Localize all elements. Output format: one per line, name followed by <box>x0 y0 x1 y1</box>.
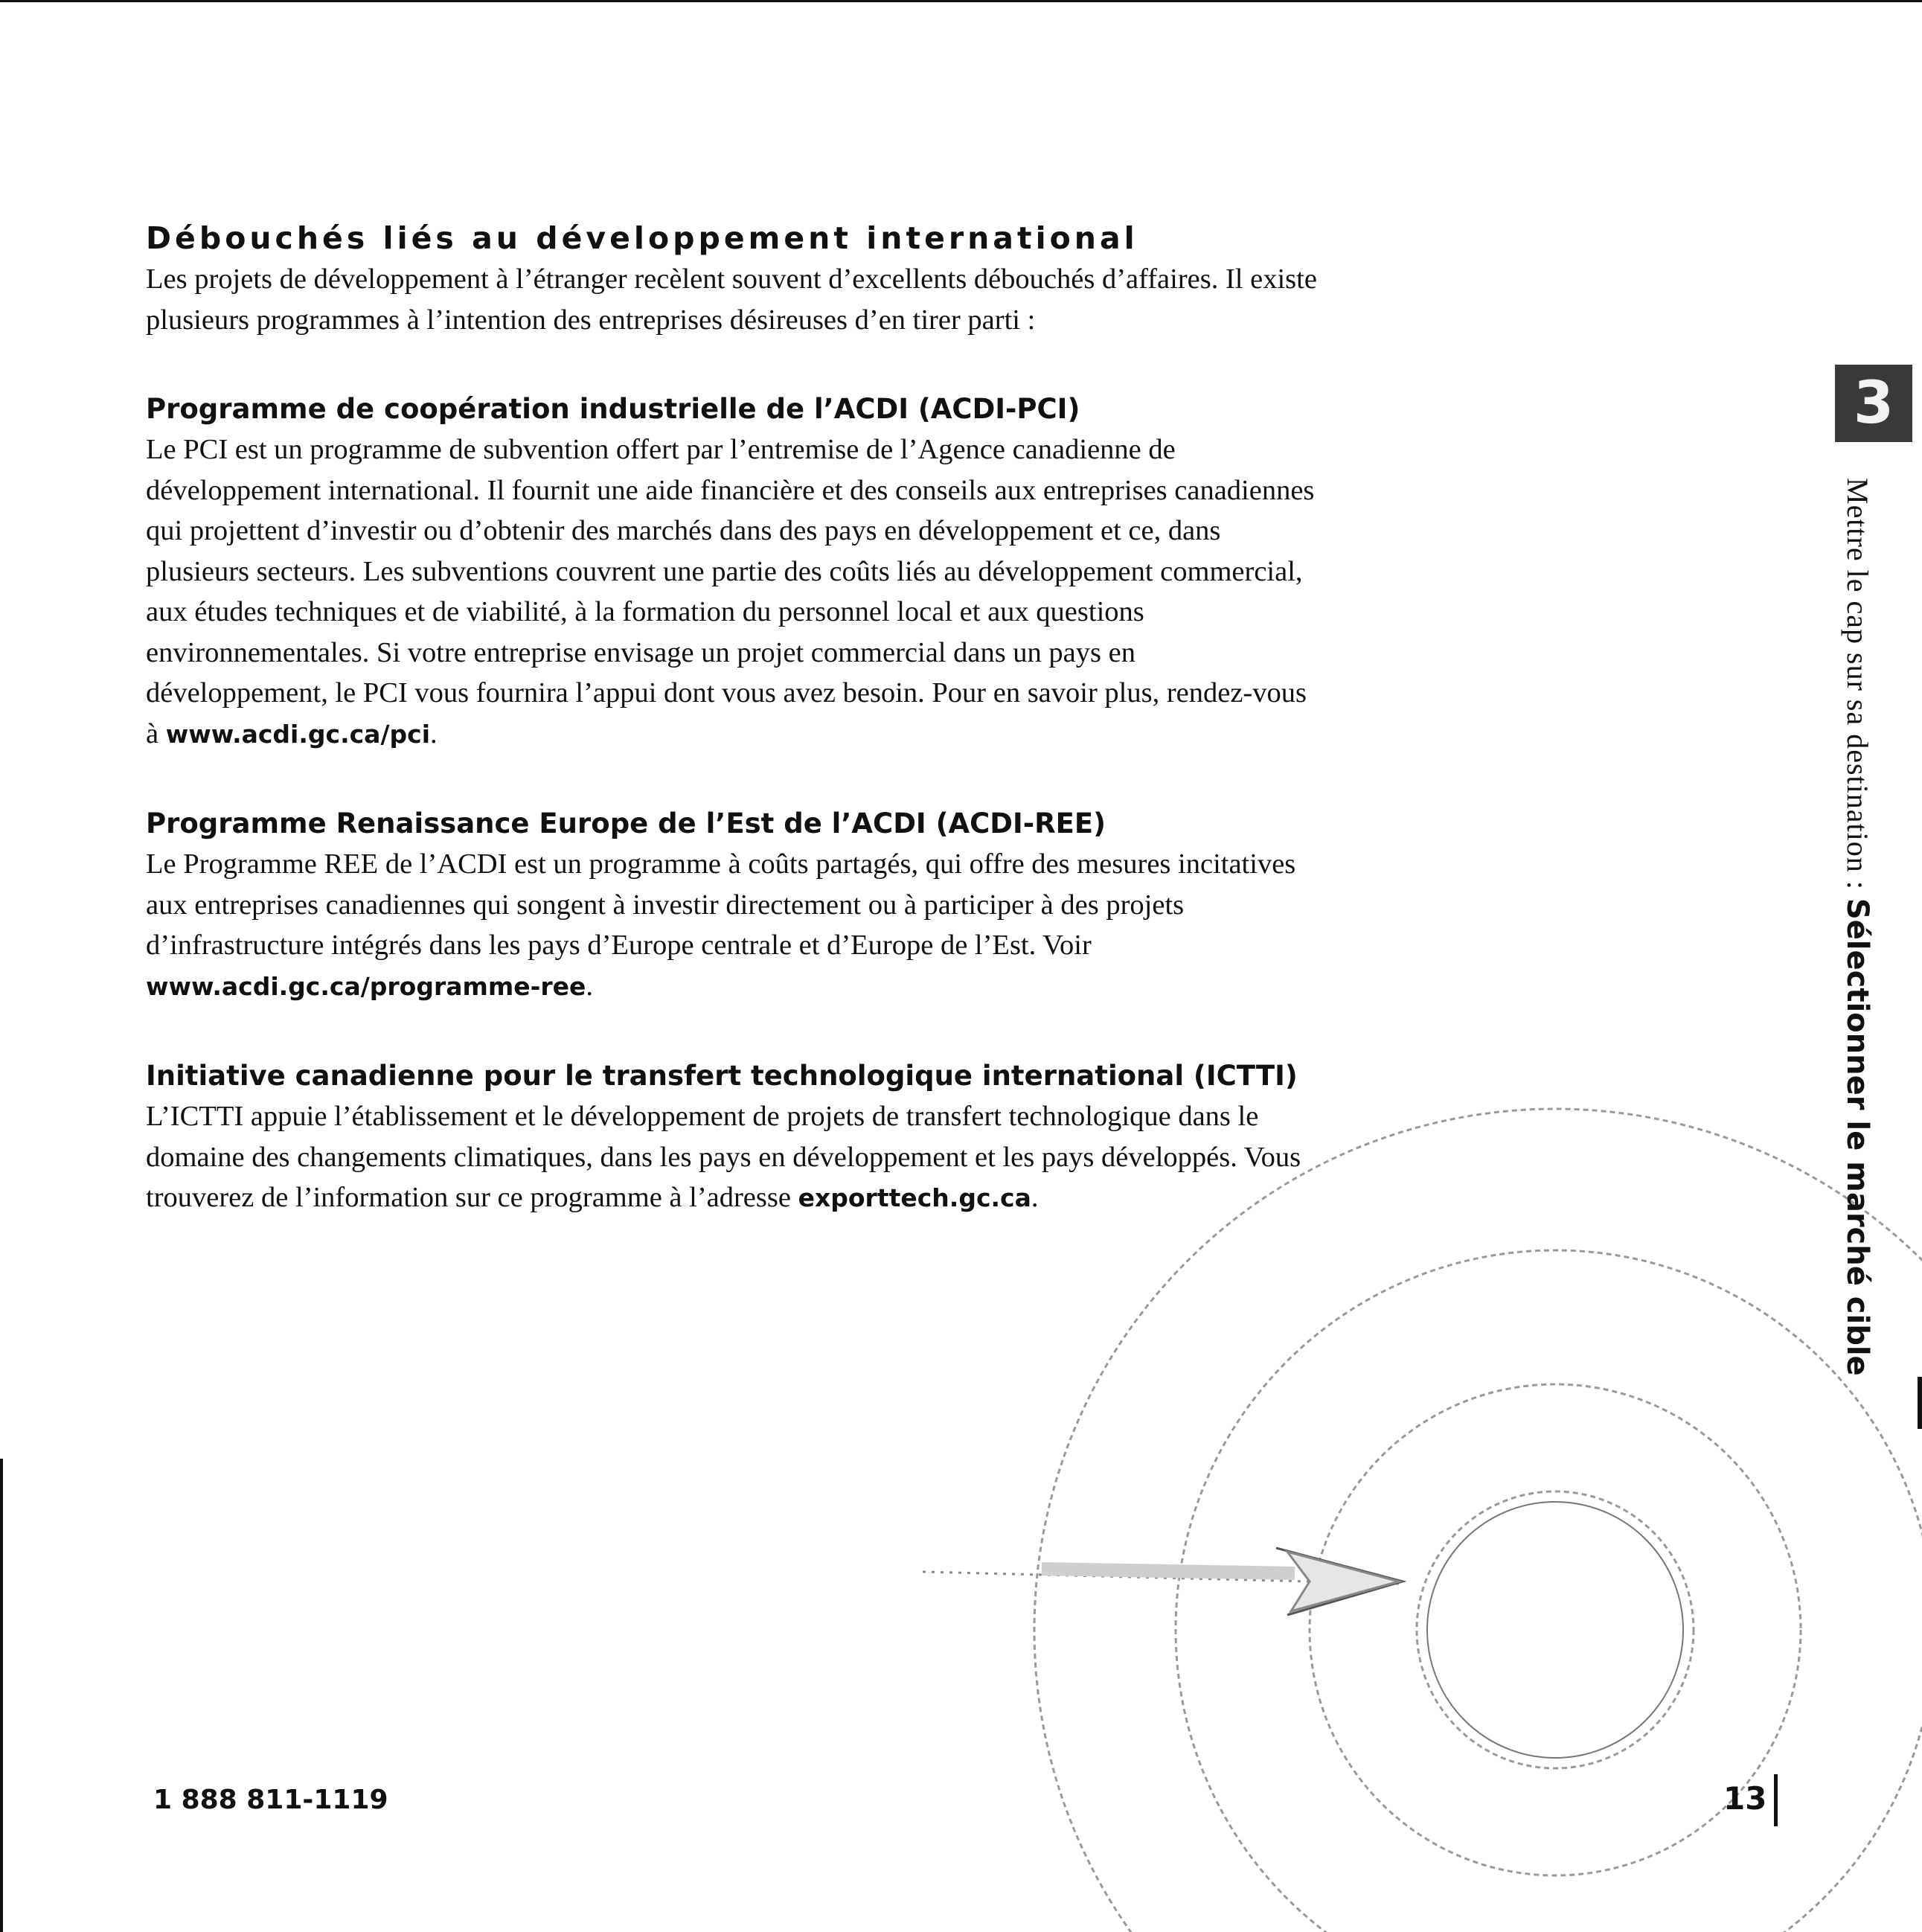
ree-text: Le Programme REE de l’ACDI est un programme à coûts partagés, qui offre des mesures incitatives aux entreprises canadiennes qui songent à investir directement ou à participer à des projets d’infrastructure intégrés dans les pays d’Europe centrale et d’Europe de l’Est. Voir <box>146 848 1296 961</box>
scan-edge-left <box>0 1459 3 1932</box>
ree-link[interactable]: www.acdi.gc.ca/programme-ree <box>146 971 586 1001</box>
side-title-bold: Sélectionner le marché cible <box>1840 898 1874 1376</box>
scan-edge-right <box>1918 1377 1922 1429</box>
scan-edge-top <box>0 0 1922 2</box>
target-ring-inner <box>1417 1491 1694 1768</box>
target-ring-inner-2 <box>1427 1502 1683 1758</box>
section-ictti <box>146 1056 1322 1219</box>
ictti-heading: Initiative canadienne pour le transfert technologique international (ICTTI) <box>146 1060 1298 1092</box>
main-heading: Débouchés liés au développement international <box>146 220 1138 256</box>
ree-punct: . <box>586 970 594 1002</box>
target-ring-2 <box>1176 1250 1922 1932</box>
section-acdi-pci <box>146 389 1322 755</box>
page-number: 13 <box>1723 1780 1767 1817</box>
page-number-rule <box>1774 1774 1778 1826</box>
side-title-prefix: Mettre le cap sur sa destination : <box>1841 478 1874 898</box>
section-acdi-ree <box>146 804 1322 1007</box>
pci-punct: . <box>430 717 438 749</box>
ictti-punct: . <box>1031 1182 1039 1213</box>
ictti-link[interactable]: exporttech.gc.ca <box>798 1183 1031 1212</box>
pci-text: Le PCI est un programme de subvention offert par l’entremise de l’Agence canadienne de développement international. Il fournit une aide financière et des conseils aux entreprises canadiennes qui projettent d’investir ou d’obtenir des marchés dans des pays en développement et ce, dans plusieurs secteurs. Les subventions couvrent une partie des coûts liés au développement commercial, aux études techniques et de viabilité, à la formation du personnel local et aux questions environnementales. Si votre entreprise envisage un projet commercial dans un pays en développement, le PCI vous fournira l’appui dont vous avez besoin. Pour en savoir plus, rendez-vous à <box>146 434 1315 749</box>
section-international-development <box>146 217 1322 340</box>
pci-paragraph <box>146 429 1322 755</box>
side-chapter-title <box>1832 478 1875 1408</box>
pci-heading: Programme de coopération industrielle de l’ACDI (ACDI-PCI) <box>146 393 1080 425</box>
chapter-number: 3 <box>1853 370 1894 437</box>
ictti-paragraph <box>146 1096 1322 1219</box>
pci-link[interactable]: www.acdi.gc.ca/pci <box>165 719 431 749</box>
footer-phone: 1 888 811-1119 <box>153 1785 388 1815</box>
arrow <box>923 1548 1403 1615</box>
intro-paragraph: Les projets de développement à l’étranger recèlent souvent d’excellents débouchés d’affaires. Il existe plusieurs programmes à l’intention des entreprises désireuses d’en tirer parti : <box>146 263 1317 336</box>
ree-heading: Programme Renaissance Europe de l’Est de l’ACDI (ACDI-REE) <box>146 807 1106 839</box>
ree-paragraph <box>146 844 1322 1007</box>
ictti-text: L’ICTTI appuie l’établissement et le développement de projets de transfert technologique dans le domaine des changements climatiques, dans les pays en développement et les pays développés. Vous trouverez de l’information sur ce programme à l’adresse <box>146 1101 1301 1213</box>
chapter-badge <box>1835 365 1912 442</box>
